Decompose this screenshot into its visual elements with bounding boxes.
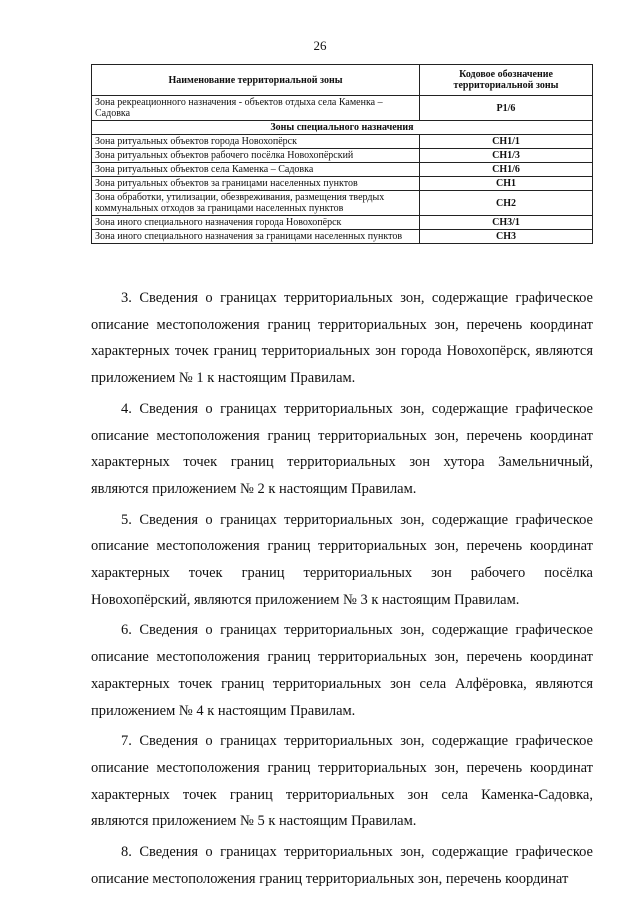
table-row <box>92 96 593 121</box>
table-row <box>92 149 593 163</box>
zone-code-cell: СН1/6 <box>420 163 593 177</box>
paragraph-7 <box>91 728 593 835</box>
table-row <box>92 177 593 191</box>
paragraph-5 <box>91 507 593 614</box>
table-section-row <box>92 121 593 135</box>
paragraph-6 <box>91 617 593 724</box>
paragraph-text: 6. Сведения о границах территориальных зон, содержащие графическое описание местоположения границ территориальных зон, перечень координат характерных точек границ территориальных зон села Алфёровка, являются приложением № 4 к настоящим Правилам. <box>91 622 593 719</box>
zone-name-cell: Зона ритуальных объектов за границами населенных пунктов <box>92 177 420 191</box>
document-body <box>91 285 593 896</box>
zone-code-cell: Р1/6 <box>420 96 593 121</box>
zone-code-cell: СН1/3 <box>420 149 593 163</box>
zone-name-cell: Зона иного специального назначения города Новохопёрск <box>92 216 420 230</box>
paragraph-8 <box>91 839 593 892</box>
zone-name-cell: Зона рекреационного назначения - объектов отдыха села Каменка – Садовка <box>92 96 420 121</box>
zone-code-cell: СН3 <box>420 230 593 244</box>
column-header-zone-code: Кодовое обозначение территориальной зоны <box>420 65 593 96</box>
table-row <box>92 230 593 244</box>
table-row <box>92 216 593 230</box>
zone-name-cell: Зона ритуальных объектов города Новохопёрск <box>92 135 420 149</box>
paragraph-text: 7. Сведения о границах территориальных зон, содержащие графическое описание местоположения границ территориальных зон, перечень координат характерных точек границ территориальных зон села Каменка-Садовка, являются приложением № 5 к настоящим Правилам. <box>91 733 593 830</box>
table-body <box>92 96 593 244</box>
table-row <box>92 135 593 149</box>
paragraph-text: 4. Сведения о границах территориальных зон, содержащие графическое описание местоположения границ территориальных зон, перечень координат характерных точек границ территориальных зон хутора Замельничный, являются приложением № 2 к настоящим Правилам. <box>91 400 593 497</box>
page-number: 26 <box>313 38 327 53</box>
table-row <box>92 163 593 177</box>
paragraph-text: 5. Сведения о границах территориальных зон, содержащие графическое описание местоположения границ территориальных зон, перечень координат характерных точек границ территориальных зон рабочего посёлка Новохопёрский, являются приложением № 3 к настоящим Правилам. <box>91 511 593 608</box>
paragraph-text: 8. Сведения о границах территориальных зон, содержащие графическое описание местоположения границ территориальных зон, перечень координат <box>91 844 593 887</box>
zones-table <box>91 64 593 244</box>
paragraph-4 <box>91 396 593 503</box>
zone-code-cell: СН1 <box>420 177 593 191</box>
zone-code-cell: СН2 <box>420 191 593 216</box>
table-header-row <box>92 65 593 96</box>
zone-code-cell: СН3/1 <box>420 216 593 230</box>
table-row <box>92 191 593 216</box>
paragraph-3 <box>91 285 593 392</box>
zone-name-cell: Зона ритуальных объектов рабочего посёлка Новохопёрский <box>92 149 420 163</box>
paragraph-text: 3. Сведения о границах территориальных зон, содержащие графическое описание местоположения границ территориальных зон, перечень координат характерных точек границ территориальных зон города Новохопёрск, являются приложением № 1 к настоящим Правилам. <box>91 290 593 387</box>
zone-name-cell: Зона иного специального назначения за границами населенных пунктов <box>92 230 420 244</box>
zone-name-cell: Зона ритуальных объектов села Каменка – Садовка <box>92 163 420 177</box>
section-heading-cell: Зоны специального назначения <box>92 121 593 135</box>
column-header-zone-name: Наименование территориальной зоны <box>92 65 420 96</box>
zone-name-cell: Зона обработки, утилизации, обезвреживания, размещения твердых коммунальных отходов за границами населенных пунктов <box>92 191 420 216</box>
zone-code-cell: СН1/1 <box>420 135 593 149</box>
